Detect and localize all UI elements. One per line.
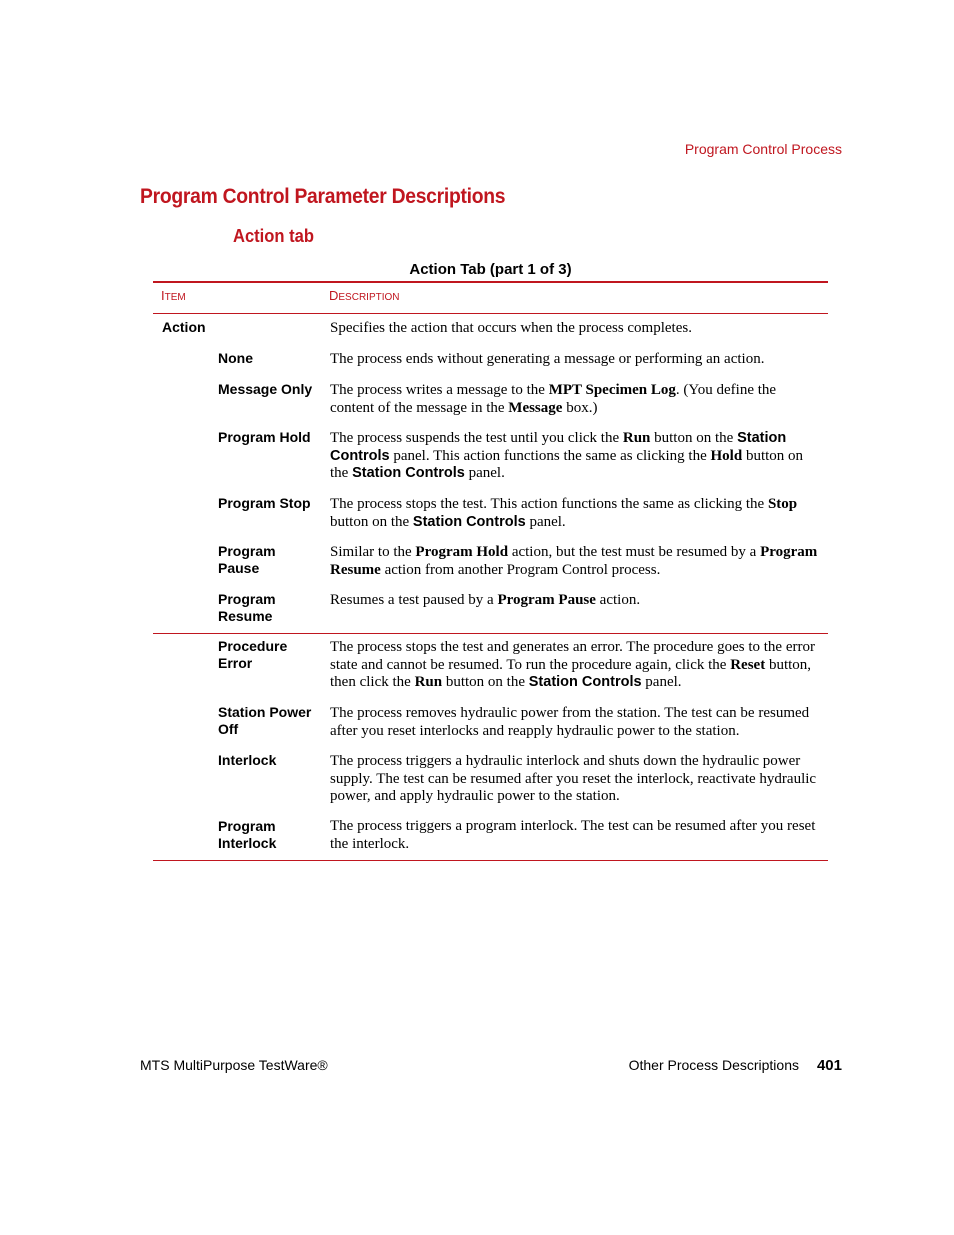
running-header: Program Control Process (684, 141, 842, 157)
section-title: Program Control Parameter Descriptions (140, 185, 506, 208)
item-description: The process stops the test and generates an error. The procedure goes to the error state and cannot be resumed. To run the procedure again, click the Reset button, then click the Run button on the Station Controls panel. (330, 639, 815, 690)
item-label: Program Resume (218, 591, 276, 624)
item-label: Program Stop (218, 495, 311, 511)
table-top-rule (153, 281, 828, 283)
item-description: The process removes hydraulic power from the station. The test can be resumed after you reset interlocks and reapply hydraulic power to the station. (330, 705, 810, 739)
table-caption: Action Tab (part 1 of 3) (409, 261, 572, 278)
item-description: Similar to the Program Hold action, but the test must be resumed by a Program Resume action from another Program Control process. (330, 544, 818, 578)
subsection-title: Action tab (233, 226, 314, 246)
page-number: 401 (816, 1057, 842, 1074)
column-header-description: DESCRIPTION (329, 288, 400, 303)
footer-product-name: MTS MultiPurpose TestWare® (140, 1057, 328, 1073)
item-label: Program Hold (218, 429, 311, 445)
item-description: The process stops the test. This action functions the same as clicking the Stop button on the Station Controls panel. (330, 496, 798, 530)
item-description: The process triggers a program interlock. The test can be resumed after you reset the interlock. (330, 818, 816, 852)
table-bottom-rule (153, 860, 828, 861)
footer-chapter-title: Other Process Descriptions (628, 1057, 799, 1073)
item-description: The process ends without generating a message or performing an action. (330, 351, 765, 367)
item-label: Message Only (218, 381, 313, 397)
column-header-item: ITEM (161, 288, 186, 303)
item-label: Station Power Off (218, 704, 312, 737)
item-label: Action (162, 319, 206, 335)
item-label: Program Pause (218, 543, 276, 576)
item-label: Interlock (218, 752, 277, 768)
item-description: The process writes a message to the MPT Specimen Log. (You define the content of the message in the Message box.) (330, 382, 777, 416)
item-description: Specifies the action that occurs when the process completes. (330, 320, 692, 336)
item-description: The process suspends the test until you click the Run button on the Station Controls panel. This action functions the same as clicking the Hold button on the Station Controls panel. (330, 430, 804, 481)
item-label: Program Interlock (218, 818, 277, 851)
table-section-rule (153, 633, 828, 634)
table-header-rule (153, 313, 828, 314)
item-description: The process triggers a hydraulic interlock and shuts down the hydraulic power supply. The test can be resumed after you reset the interlock, reactivate hydraulic power, and apply hydraulic power to the station. (330, 753, 817, 804)
item-label: None (218, 350, 253, 366)
item-label: Procedure Error (218, 638, 288, 671)
item-description: Resumes a test paused by a Program Pause action. (330, 592, 641, 608)
